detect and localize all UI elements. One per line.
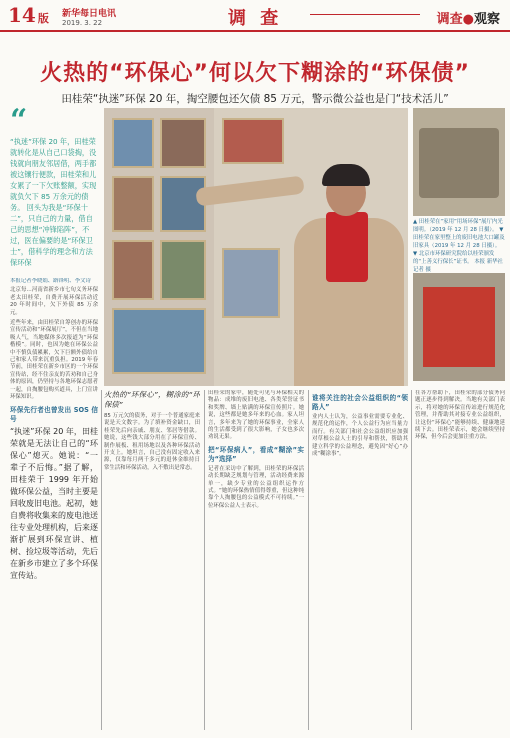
- side-photo-batteries: [413, 108, 505, 216]
- section-title: 调 查: [228, 8, 283, 29]
- page-number-value: 14: [8, 3, 36, 27]
- photo-frame: [112, 118, 154, 168]
- column-divider: [411, 390, 412, 730]
- brand-left: 调查: [436, 12, 463, 27]
- column-4: [312, 390, 408, 730]
- subheading: 谁将关注的社会公益组织的“领路人”: [312, 394, 408, 411]
- subheading: 把“环保病人”，看成“糊涂”实为“选择”: [208, 445, 304, 463]
- body-text: 近些年来，由田桂荣自筹创办的环保宣传活动和“环保展厅”，不但在当地吸人气，当地媒体多次报道为“环保楷模”。同时，也因为她在环保公益中不慎负债累累，欠下巨额外债给自己和家人带来沉重负担。2019 年春节前，田桂荣在新乡市区的一个环保宣传站，经不住亲友的苦劝和自己身体的原因，仍坚持与各地环保志愿者一起，自掏腰包购买道具，上门宣讲环保知识。: [10, 320, 98, 401]
- photo-frame: [112, 308, 206, 374]
- brand-right: 观察: [473, 12, 500, 27]
- masthead: [0, 0, 510, 32]
- brand-mark-icon: ●: [462, 12, 474, 27]
- column-5: [415, 390, 505, 730]
- body-text: 85 万元欠的债务，对于一个普通家庭来说是天文数字。为了填补资金缺口，田桂荣先后向亲戚、朋友、邻居等借款。她说，这些钱大部分用在了环保宣传、制作展板、租用场地以及各种环保活动开支上。她坦言，自己没有固定收入来源，仅靠每月两千多元的退休金维持日常生活和环保活动，入不敷出是常态。: [104, 413, 200, 471]
- photo-frame: [160, 240, 206, 300]
- issue-date: 2019. 3. 22: [62, 19, 103, 27]
- column-divider: [308, 390, 309, 730]
- body-text: 田桂荣的家中，随处可见与环保相关的物品：成堆的废旧电池、各类荣誉证书和奖牌、墙上贴满的环保宣传照片。她说，这些都是她多年来的心血。家人坦言，多年来为了她的环保事业，全家人的生活都受到了很大影响，子女也多次劝说无果。: [208, 390, 304, 441]
- quote-icon: “: [10, 103, 28, 138]
- photo-frame: [222, 118, 284, 164]
- column-2: [104, 390, 200, 730]
- woman-hair: [322, 164, 370, 186]
- paper-name: 新华每日电讯: [62, 9, 117, 19]
- photo-frame: [160, 118, 206, 168]
- page-number: [8, 3, 49, 27]
- main-photo: [104, 108, 408, 386]
- subheadline: 田桂荣“执迷”环保 20 年，掏空腰包还欠债 85 万元，警示微公益也是门“技术活儿”: [61, 93, 449, 105]
- battery-pile: [419, 128, 499, 198]
- reporter-byline: 本报记者李晓娟、路锋明、李文诗: [10, 278, 91, 284]
- pull-quote: [10, 103, 98, 273]
- column-1: [10, 278, 98, 730]
- column-3: [208, 390, 304, 730]
- subheading-italic: 火热的“环保心”，糊涂的“环保债”: [104, 390, 200, 409]
- body-text: 记者在采访中了解到，田桂荣的环保活动长期缺乏规划与管理，活动经费来源单一，缺少专业的公益组织运作方式。“她的环保热情值得尊重，但这种纯靠个人掏腰包的公益模式不可持续。”一位环保公益人士表示。: [208, 465, 304, 509]
- body-text: 业内人士认为，公益事业需要专业化、规范化的运作，个人公益行为应当量力而行。有关部门和社会公益组织应加强对草根公益人士的引导和帮扶，帮助其建立科学的公益理念，避免因“好心”办成“糊涂事”。: [312, 414, 408, 458]
- photo-caption: ▲ 田桂荣在“家用”用场环保”展厅内光图明。（2019 年 12 月 28 日摄）。 ▼ 田桂荣在家里整上的废旧电池大口罐及旧家具（2019 年 12 月 28 日摄）。 ▼ 北京市环保研究院给以桂荣颁发的“上善义行保长”证书。 本报 新华社记者 摄: [413, 219, 505, 273]
- red-scarf: [326, 212, 368, 282]
- lead-paragraph: 北京每...河南省新乡市七旬义务环保老太田桂荣，自费开展环保活动近 20 年时间中，欠下外债 85 万余元。: [10, 287, 98, 316]
- photo-frame: [112, 176, 154, 232]
- lead-italic: “执迷”环保 20 年，田桂荣就是无法让自己的“环保心”熄灭。她说：“一辈子不后悔。”据了解，田桂荣于 1999 年开始做环保公益，当时主要是回收废旧电池。起初，她自费将收集来的废电池送往专业处理机构，后来逐渐扩展到环保宣讲、植树、捡垃圾等活动，先后在新乡市建立了多个环保宣传站。: [10, 426, 98, 580]
- column-brand: [437, 8, 500, 27]
- brand-divider: [310, 14, 420, 15]
- side-photo-certificate: [413, 273, 505, 381]
- certificate: [423, 287, 495, 367]
- column-divider: [204, 390, 205, 730]
- body-text: 在各方帮助下，田桂荣的部分债务问题正逐步得到解决。当地有关部门表示，将对她的环保宣传站进行规范化管理，并帮助其对接专业公益组织，让这份“环保心”能够持续、健康地延续下去。田桂荣表示，她会继续坚持环保，但今后会更加注重方法。: [415, 390, 505, 441]
- photo-frame: [112, 240, 154, 300]
- pull-quote-text: “执迷”环保 20 年，田桂荣就转化是从自己口袋掏，没钱就向朋友邻居借，两手都被这镶行便款，田桂荣和儿女累了一下欠账整额，实现就负欠下 85 万余元的债务。 回头为我是“环保十二”，只自己的力量，借自己的思想“冲锋陷阵”，不过，医在偏要的是“环保卫士”，借科学的理念和方法保环保: [10, 137, 97, 267]
- page-suffix: 版: [37, 12, 49, 25]
- column-divider: [101, 390, 102, 730]
- headline: 火热的“环保心”何以欠下糊涂的“环保债”: [40, 61, 470, 86]
- photo-frame: [222, 248, 280, 318]
- subheading: 环保先行者也曾发出 SOS 信号: [10, 405, 98, 423]
